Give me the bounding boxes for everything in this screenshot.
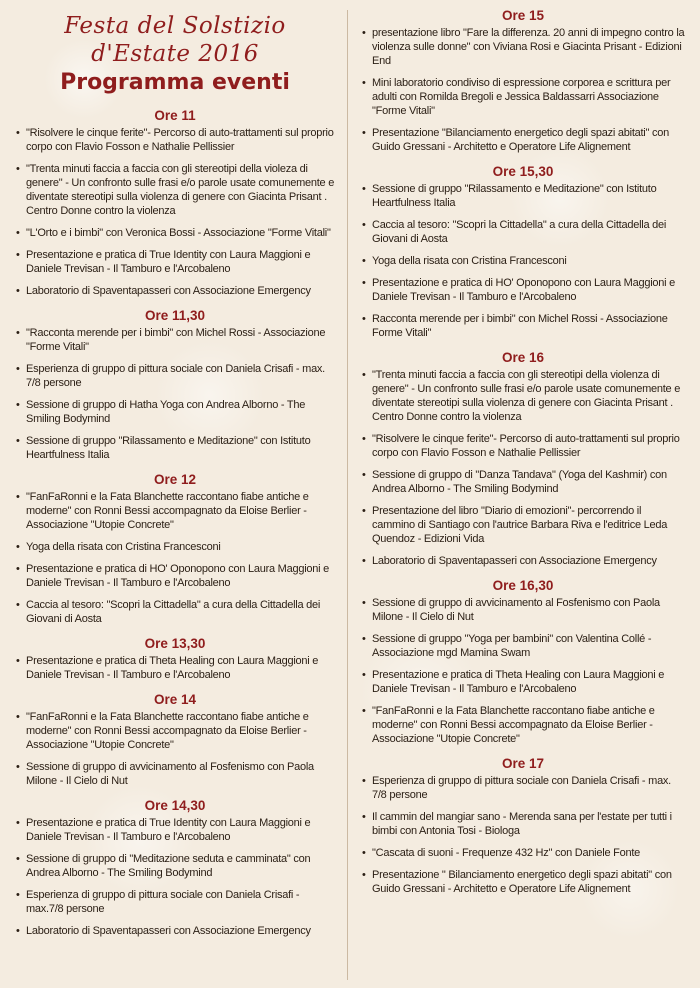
time-slot-heading: Ore 16,30 (492, 578, 554, 593)
event-item: • Caccia al tesoro: "Scopri la Cittadella" a cura della Cittadella dei Giovani di Aosta (360, 218, 686, 246)
event-item: • Racconta merende per i bimbi" con Michel Rossi - Associazione Forme Vitali" (360, 312, 686, 340)
event-item: • Caccia al tesoro: "Scopri la Cittadella" a cura della Cittadella dei Giovani di Aosta (14, 598, 336, 626)
event-item: • Presentazione e pratica di Theta Healing con Laura Maggioni e Daniele Trevisan - Il Tamburo e l'Arcobaleno (14, 654, 336, 682)
event-item: • "L'Orto e i bimbi" con Veronica Bossi - Associazione "Forme Vitali" (14, 226, 336, 240)
event-item: • Presentazione e pratica di True Identity con Laura Maggioni e Daniele Trevisan - Il Tamburo e l'Arcobaleno (14, 248, 336, 276)
event-item: • Sessione di gruppo di avvicinamento al Fosfenismo con Paola Milone - Il Cielo di Nut (14, 760, 336, 788)
event-list (14, 816, 336, 938)
event-item: • "FanFaRonni e la Fata Blanchette raccontano fiabe antiche e moderne" con Ronni Bessi accompagnato da Eloise Berlier - Associazione "Utopie Concrete" (14, 490, 336, 532)
event-list (14, 654, 336, 682)
time-slot-heading: Ore 11,30 (144, 308, 206, 323)
event-title: Festa del Solstizio d'Estate 2016 (64, 13, 286, 67)
event-item: • "Trenta minuti faccia a faccia con gli stereotipi della violenza di genere" - Un confronto sulle frasi e/o parole usate comunemente e diventate stereotipi sulla violenza di genere con Giacinta Prisant . Centro Donne contro la violenza (360, 368, 686, 424)
event-list (14, 490, 336, 626)
event-item: • Mini laboratorio condiviso di espressione corporea e scrittura per adulti con Romilda Bregoli e Jessica Baldassarri Associazione "Forme Vitali" (360, 76, 686, 118)
event-item: • Esperienza di gruppo di pittura sociale con Daniela Crisafi - max. 7/8 persone (360, 774, 686, 802)
time-slot-heading: Ore 15,30 (492, 164, 554, 179)
event-item: • Il cammin del mangiar sano - Merenda sana per l'estate per tutti i bimbi con Antonia Tosi - Biologa (360, 810, 686, 838)
event-item: • Presentazione e pratica di HO' Oponopono con Laura Maggioni e Daniele Trevisan - Il Tamburo e l'Arcobaleno (14, 562, 336, 590)
time-slot-heading: Ore 12 (153, 472, 197, 487)
event-item: • Sessione di gruppo "Rilassamento e Meditazione" con Istituto Heartfulness Italia (14, 434, 336, 462)
event-item: • Presentazione "Bilanciamento energetico degli spazi abitati" con Guido Gressani - Architetto e Operatore Life Alignement (360, 126, 686, 154)
event-item: • "Racconta merende per i bimbi" con Michel Rossi - Associazione "Forme Vitali" (14, 326, 336, 354)
event-item: • Presentazione e pratica di HO' Oponopono con Laura Maggioni e Daniele Trevisan - Il Tamburo e l'Arcobaleno (360, 276, 686, 304)
event-item: • Sessione di gruppo di avvicinamento al Fosfenismo con Paola Milone - Il Cielo di Nut (360, 596, 686, 624)
event-item: • Yoga della risata con Cristina Francesconi (360, 254, 686, 268)
right-schedule (360, 8, 686, 896)
event-item: • Presentazione del libro "Diario di emozioni"- percorrendo il cammino di Santiago con l'autrice Barbara Riva e l'editrice Leda Quendoz - Edizioni Vida (360, 504, 686, 546)
event-item: • presentazione libro "Fare la differenza. 20 anni di impegno contro la violenza sulle donne" con Viviana Rosi e Giacinta Prisant - Edizioni End (360, 26, 686, 68)
right-column (360, 0, 686, 904)
event-list (360, 368, 686, 568)
event-item: • Sessione di gruppo di Hatha Yoga con Andrea Alborno - The Smiling Bodymind (14, 398, 336, 426)
time-slot-heading: Ore 14 (153, 692, 197, 707)
column-divider (347, 10, 348, 980)
event-item: • "FanFaRonni e la Fata Blanchette raccontano fiabe antiche e moderne" con Ronni Bessi accompagnato da Eloise Berlier - Associazione "Utopie Concrete" (360, 704, 686, 746)
event-item: • "FanFaRonni e la Fata Blanchette raccontano fiabe antiche e moderne" con Ronni Bessi accompagnato da Eloise Berlier - Associazione "Utopie Concrete" (14, 710, 336, 752)
event-item: • Sessione di gruppo di "Danza Tandava" (Yoga del Kashmir) con Andrea Alborno - The Smiling Bodymind (360, 468, 686, 496)
time-slot-heading: Ore 16 (501, 350, 545, 365)
time-slot-heading: Ore 14,30 (144, 798, 206, 813)
event-item: • "Risolvere le cinque ferite"- Percorso di auto-trattamenti sul proprio corpo con Flavio Fosson e Nathalie Pellissier (14, 126, 336, 154)
event-list (14, 326, 336, 462)
page-title: Programma eventi (60, 70, 290, 95)
event-item: • Sessione di gruppo "Yoga per bambini" con Valentina Collé - Associazione mgd Mamina Swam (360, 632, 686, 660)
event-item: • Presentazione " Bilanciamento energetico degli spazi abitati" con Guido Gressani - Architetto e Operatore Life Alignement (360, 868, 686, 896)
time-slot-heading: Ore 13,30 (144, 636, 206, 651)
left-column (14, 0, 336, 946)
time-slot-heading: Ore 17 (501, 756, 545, 771)
event-item: • Presentazione e pratica di Theta Healing con Laura Maggioni e Daniele Trevisan - Il Tamburo e l'Arcobaleno (360, 668, 686, 696)
event-item: • "Risolvere le cinque ferite"- Percorso di auto-trattamenti sul proprio corpo con Flavio Fosson e Nathalie Pellissier (360, 432, 686, 460)
event-list (360, 182, 686, 340)
time-slot-heading: Ore 11 (154, 108, 196, 123)
event-item: • Sessione di gruppo "Rilassamento e Meditazione" con Istituto Heartfulness Italia (360, 182, 686, 210)
event-list (360, 26, 686, 154)
event-list (360, 774, 686, 896)
event-item: • Sessione di gruppo di "Meditazione seduta e camminata" con Andrea Alborno - The Smiling Bodymind (14, 852, 336, 880)
event-item: • Laboratorio di Spaventapasseri con Associazione Emergency (14, 284, 336, 298)
event-list (14, 710, 336, 788)
event-item: • "Trenta minuti faccia a faccia con gli stereotipi della violeza di genere" - Un confronto sulle frasi e/o parole usate comunemente e diventate stereotipi sulla violenza di genere con Giacinta Prisant . Centro Donne contro la violenza (14, 162, 336, 218)
event-list (14, 126, 336, 298)
event-item: • Esperienza di gruppo di pittura sociale con Daniela Crisafi - max.7/8 persone (14, 888, 336, 916)
event-list (360, 596, 686, 746)
left-schedule (14, 108, 336, 938)
event-item: • Yoga della risata con Cristina Francesconi (14, 540, 336, 554)
event-item: • Laboratorio di Spaventapasseri con Associazione Emergency (14, 924, 336, 938)
event-item: • Esperienza di gruppo di pittura sociale con Daniela Crisafi - max. 7/8 persone (14, 362, 336, 390)
time-slot-heading: Ore 15 (501, 8, 545, 23)
event-item: • "Cascata di suoni - Frequenze 432 Hz" con Daniele Fonte (360, 846, 686, 860)
event-item: • Presentazione e pratica di True Identity con Laura Maggioni e Daniele Trevisan - Il Tamburo e l'Arcobaleno (14, 816, 336, 844)
event-item: • Laboratorio di Spaventapasseri con Associazione Emergency (360, 554, 686, 568)
